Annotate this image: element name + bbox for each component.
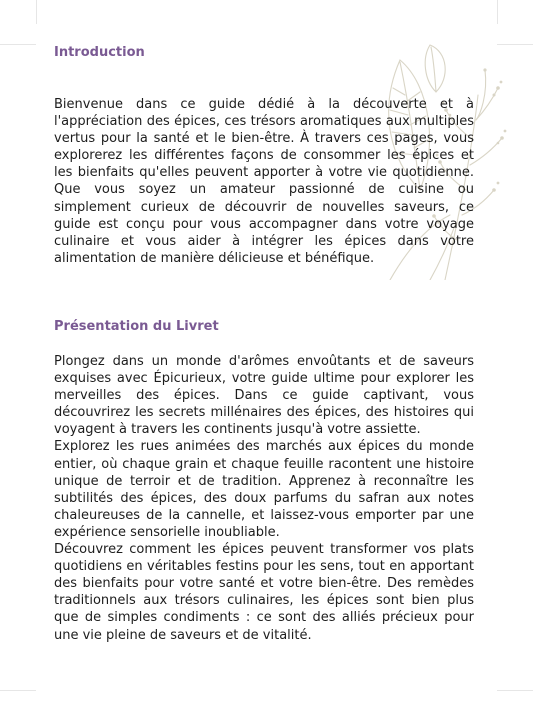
presentation-body xyxy=(54,353,474,644)
presentation-paragraph: Explorez les rues animées des marchés aux épices du monde entier, où chaque grain et chaque feuille racontent une histoire unique de terroir et de tradition. Apprenez à reconnaître les subtilités des épices, des doux parfums du safran aux notes chaleureuses de la cannelle, et laissez-vous emporter par une expérience sensorielle inoubliable. xyxy=(54,439,474,540)
introduction-paragraph: Bienvenue dans ce guide dédié à la découverte et à l'appréciation des épices, ces trésors aromatiques aux multiples vertus pour la santé et le bien-être. À travers ces pages, vous explorerez les différentes façons de consommer les épices et les bienfaits qu'elles peuvent apporter à votre vie quotidienne. Que vous soyez un amateur passionné de cuisine ou simplement curieux de découvrir de nouvelles saveurs, ce guide est conçu pour vous accompagner dans votre voyage culinaire et vous aider à intégrer les épices dans votre alimentation de manière délicieuse et bénéfique. xyxy=(54,97,474,266)
presentation-paragraph: Plongez dans un monde d'arômes envoûtants et de saveurs exquises avec Épicurieux, votre guide ultime pour explorer les merveilles des épices. Dans ce guide captivant, vous découvrirez les secrets millénaires des épices, des histoires qui voyagent à travers les continents jusqu'à votre assiette. xyxy=(54,354,474,438)
presentation-paragraph: Découvrez comment les épices peuvent transformer vos plats quotidiens en véritables festins pour les sens, tout en apportant des bienfaits pour votre santé et votre bien-être. Des remèdes traditionnels aux trésors culinaires, les épices sont bien plus que de simples condiments : ce sont des alliés précieux pour une vie pleine de saveurs et de vitalité. xyxy=(54,542,474,643)
crop-mark xyxy=(497,690,533,691)
section-title-presentation: Présentation du Livret xyxy=(54,319,219,334)
crop-mark xyxy=(0,44,36,45)
crop-mark xyxy=(497,0,498,24)
crop-mark xyxy=(36,0,37,24)
crop-mark xyxy=(0,690,36,691)
section-title-introduction: Introduction xyxy=(54,45,145,60)
